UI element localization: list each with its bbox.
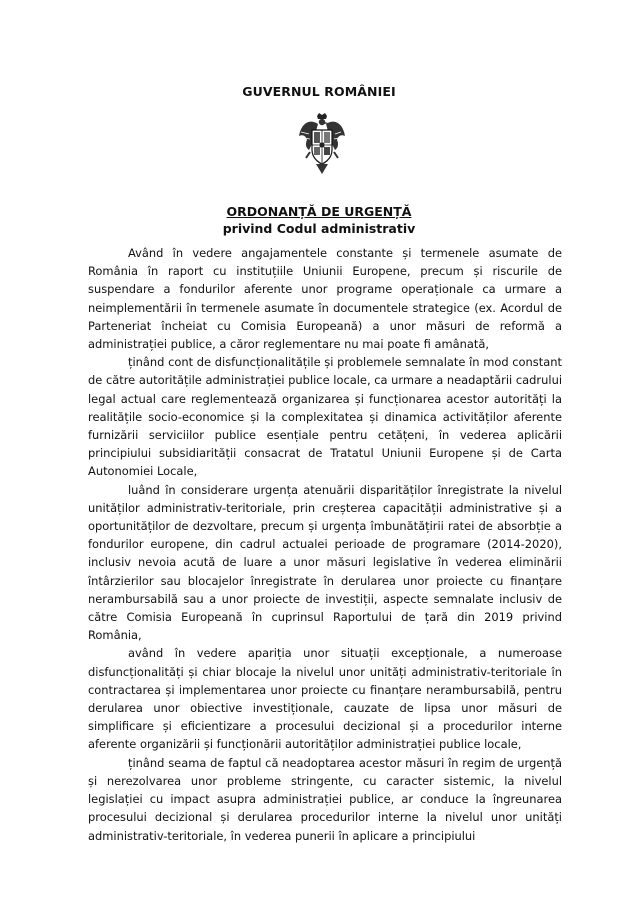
body-paragraph: luând în considerare urgența atenuării disparităților înregistrate la nivelul unităților administrativ-teritoriale, prin creșterea capacității administrative și a oportunităților de dezvoltare, precum și urgența îmbunătățirii ratei de absorbție a fondurilor europene, din cadrul actualei perioade de programare (2014-2020), inclusiv nevoia acută de luare a unor măsuri legislative în vederea eliminării întârzierilor sau blocajelor înregistrate în derularea unor proiecte cu finanțare nerambursabilă sau a unor proiecte de investiții, aspecte semnalate inclusiv de către Comisia Europeană în cuprinsul Raportului de țară din 2019 privind România, (88, 482, 562, 643)
document-title (0, 203, 638, 237)
document-body (88, 244, 562, 845)
body-paragraph: Având în vedere angajamentele constante și termenele asumate de România în raport cu instituțiile Uniunii Europene, precum și riscurile de suspendare a fondurilor aferente unor programe operaționale ca urmare a neimplementării în termenele asumate în documentele strategice (ex. Acordul de Parteneriat încheiat cu Comisia Europeană) a unor măsuri de reformă a administrației publice, a căror reglementare nu mai poate fi amânată, (88, 246, 562, 352)
body-paragraph: ținând cont de disfuncționalitățile și problemele semnalate în mod constant de către autoritățile administrației publice locale, ca urmare a neadaptării cadrului legal actual care reglementează organizarea și funcționarea acestor autorități la realitățile socio-economice și la complexitatea și dinamica activităților aferente furnizării serviciilor publice esențiale pentru cetățeni, în vederea aplicării principiului subsidiarității consacrat de Tratatul Uniunii Europene și de Carta Autonomiei Locale, (88, 355, 562, 479)
romania-coat-of-arms-icon (297, 112, 347, 176)
body-paragraph: ținând seama de faptul că neadoptarea acestor măsuri în regim de urgență și nerezolvarea unor probleme stringente, cu caracter sistemic, la nivelul legislației cu impact asupra administrației publice, ar conduce la îngreunarea procesului decizional și derularea procedurilor interne la nivelul unor unități administrativ-teritoriale, în vederea punerii în aplicare a principiului (88, 755, 562, 843)
document-header: GUVERNUL ROMÂNIEI (242, 84, 396, 99)
title-line-ordonanta: ORDONANȚĂ DE URGENȚĂ (226, 204, 412, 219)
title-line-subject: privind Codul administrativ (222, 221, 416, 236)
body-paragraph: având în vedere apariția unor situații excepționale, a numeroase disfuncționalități și chiar blocaje la nivelul unor unități administrativ-teritoriale în contractarea și implementarea unor proiecte cu finanțare nerambursabilă, pentru derularea unor obiective investiționale, cauzate de lipsa unor măsuri de simplificare și eficientizare a procesului decizional și a procedurilor interne aferente organizării și funcționării autorităților administrației publice locale, (88, 646, 562, 752)
